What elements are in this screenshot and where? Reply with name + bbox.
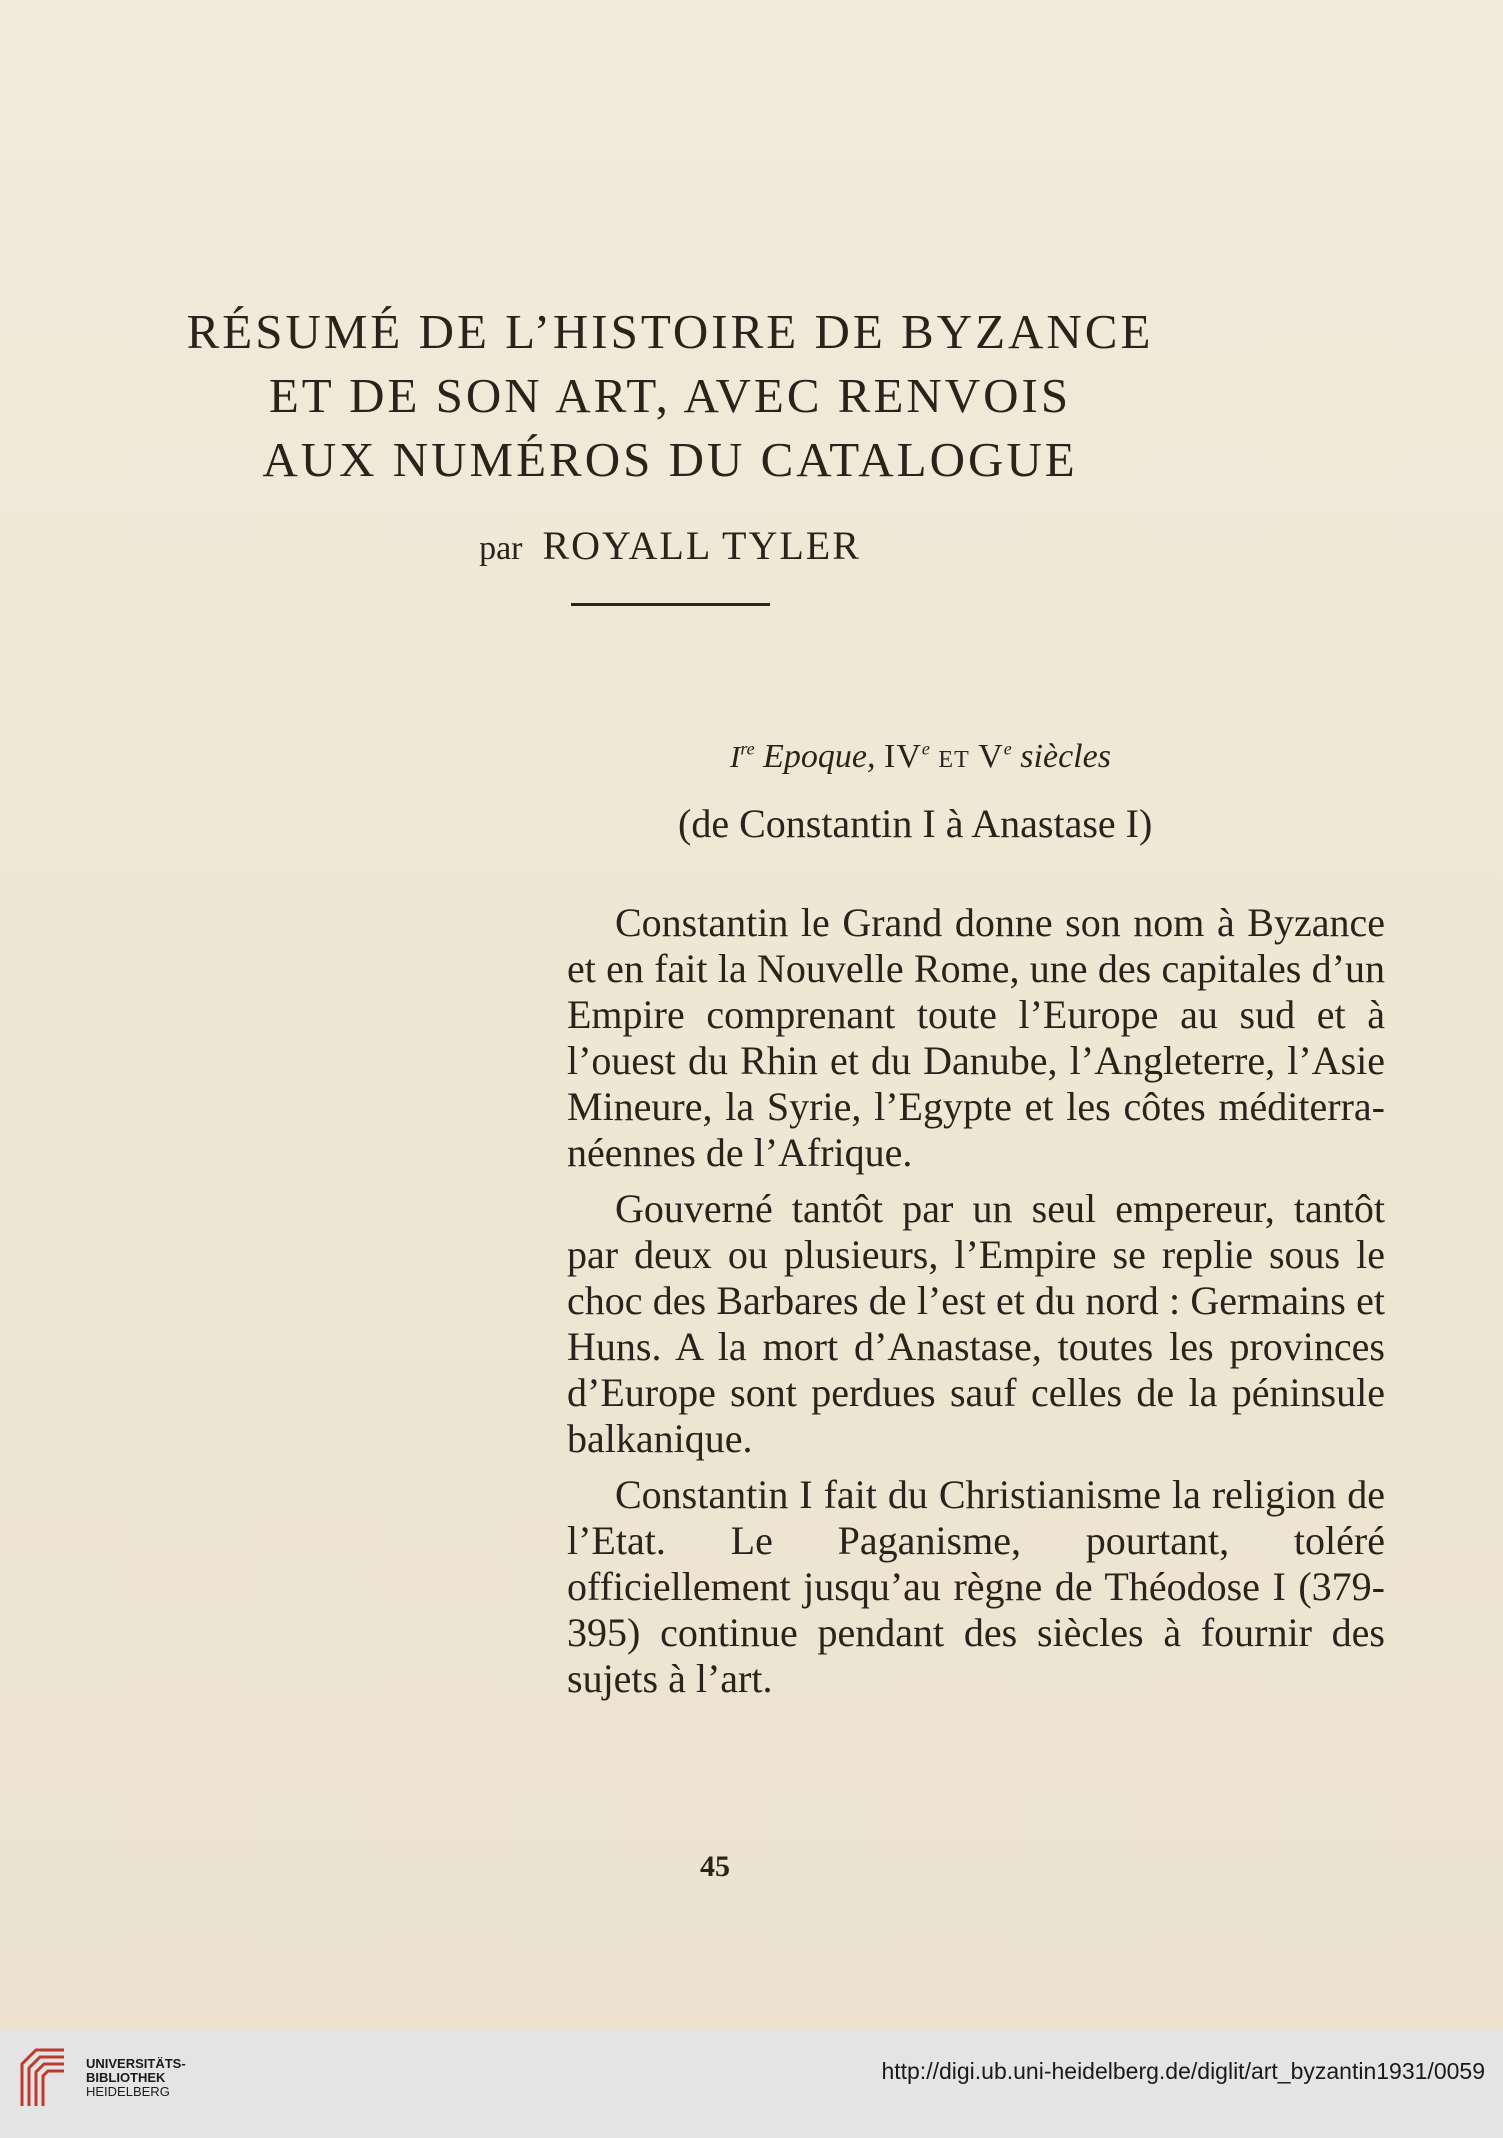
library-line-2: BIBLIOTHEK xyxy=(86,2070,166,2085)
paragraph-1: Constantin le Grand donne son nom à Byzance et en fait la Nouvelle Rome, une des capitales d’un Empire comprenant toute l’Europe au sud et à l’ouest du Rhin et du Danube, l’Angleterre, l’Asie Mineure, la Syrie, l’Egypte et les côtes méditerranéennes de l’Afrique. xyxy=(567,900,1385,1175)
title-line-2: ET DE SON ART, AVEC RENVOIS xyxy=(268,368,1072,423)
title-line-1: RÉSUMÉ DE L’HISTOIRE DE BYZANCE xyxy=(186,304,1154,359)
paragraph-3: Constantin I fait du Christianisme la religion de l’Etat. Le Paganisme, pourtant, toléré officiellement jusqu’au règne de Théodose I (379-395) continue pendant des siècles à fournir des sujets à l’art. xyxy=(567,1472,1385,1701)
body-text xyxy=(567,900,1385,1712)
library-line-3: HEIDELBERG xyxy=(86,2084,170,2099)
section-siecles: siècles xyxy=(1020,738,1111,775)
byline xyxy=(120,522,1220,569)
section-conj: et xyxy=(938,738,970,775)
ub-heidelberg-logo-icon xyxy=(14,2042,74,2114)
paragraph-2: Gouverné tantôt par un seul empereur, tantôt par deux ou plusieurs, l’Empire se replie sous le choc des Barbares de l’est et du nord : Germains et Huns. A la mort d’Anastase, toutes les provinces d’Europe sont perdues sauf celles de la péninsule balkanique. xyxy=(567,1186,1385,1461)
library-line-1: UNIVERSITÄTS- xyxy=(86,2056,186,2071)
page-number: 45 xyxy=(700,1850,730,1883)
section-epoque: Epoque, xyxy=(763,738,876,775)
century-2: V xyxy=(978,738,1004,775)
title-line-3: AUX NUMÉROS DU CATALOGUE xyxy=(262,432,1078,487)
chapter-title xyxy=(120,300,1220,492)
section-number: I xyxy=(730,739,741,774)
century-1-suffix: e xyxy=(921,738,930,759)
century-1: IV xyxy=(884,738,922,775)
section-subtitle: (de Constantin I à Anastase I) xyxy=(678,801,1153,846)
title-rule xyxy=(571,603,770,606)
library-name xyxy=(86,2057,186,2099)
century-2-suffix: e xyxy=(1003,738,1012,759)
source-url-link[interactable]: http://digi.ub.uni-heidelberg.de/diglit/art_byzantin1931/0059 xyxy=(881,2058,1485,2084)
section-heading xyxy=(730,738,1111,776)
section-number-suffix: re xyxy=(740,738,755,759)
byline-par: par xyxy=(479,530,523,567)
byline-author: ROYALL TYLER xyxy=(542,523,861,568)
